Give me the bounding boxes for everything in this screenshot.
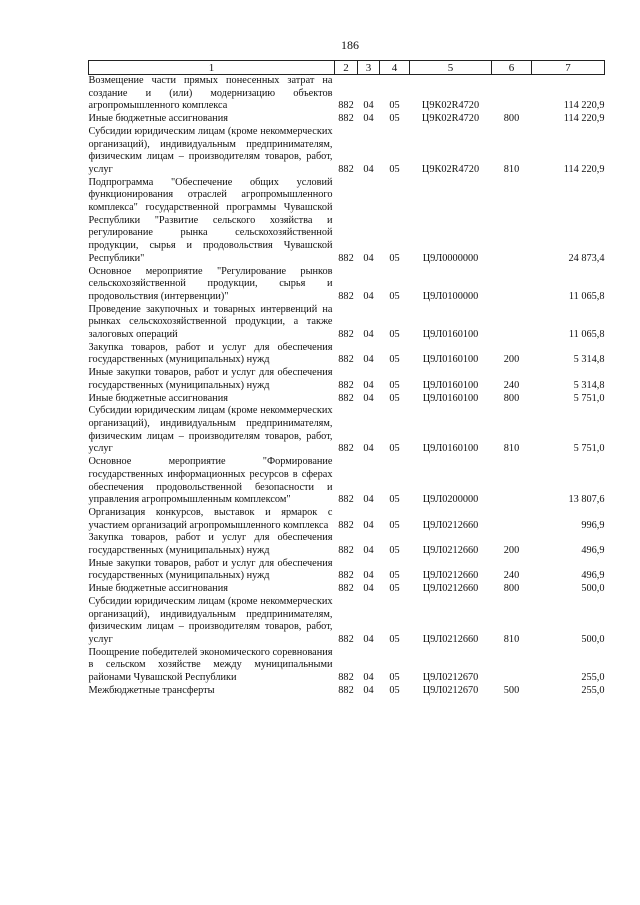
row-name: Закупка товаров, работ и услуг для обеспечения государственных (муниципальных) нужд xyxy=(88,532,333,557)
row-target-code: Ц9Л0200000 xyxy=(422,494,479,506)
row-subsection: 05 xyxy=(389,100,400,112)
row-admin-code: 882 xyxy=(338,519,354,531)
row-expense-type: 810 xyxy=(503,163,520,175)
row-expense-type: 240 xyxy=(503,570,520,582)
row-amount: 496,9 xyxy=(581,545,605,557)
row-expense-type: 810 xyxy=(503,443,520,455)
row-subsection: 05 xyxy=(389,252,400,264)
row-expense-type: 800 xyxy=(503,113,520,125)
row-section: 04 xyxy=(363,519,374,531)
column-header-7: 7 xyxy=(532,61,605,75)
row-subsection: 05 xyxy=(389,519,400,531)
row-amount: 5 314,8 xyxy=(573,379,605,391)
row-name: Межбюджетные трансферты xyxy=(88,684,215,696)
row-target-code: Ц9К02R4720 xyxy=(421,113,480,125)
row-name: Возмещение части прямых понесенных затрат на создание и (или) модернизацию объектов агропромышленного комплекса xyxy=(88,75,333,112)
row-section: 04 xyxy=(363,100,374,112)
row-subsection: 05 xyxy=(389,113,400,125)
row-name: Субсидии юридическим лицам (кроме некоммерческих организаций), индивидуальным предпринимателям, физическим лицам – производителям товаров, работ, услуг xyxy=(88,405,333,455)
row-expense-type xyxy=(492,75,532,114)
row-admin-code: 882 xyxy=(338,684,354,696)
row-section: 04 xyxy=(363,252,374,264)
column-header-6: 6 xyxy=(492,61,532,75)
row-expense-type: 800 xyxy=(503,583,520,595)
table-row xyxy=(89,456,605,507)
row-amount: 500,0 xyxy=(581,633,605,645)
row-amount: 255,0 xyxy=(581,672,605,684)
row-expense-type: 240 xyxy=(503,379,520,391)
row-section: 04 xyxy=(363,113,374,125)
page-number: 186 xyxy=(341,38,359,52)
row-target-code: Ц9К02R4720 xyxy=(421,100,480,112)
row-amount: 500,0 xyxy=(581,583,605,595)
row-section: 04 xyxy=(363,570,374,582)
table-row xyxy=(89,113,605,126)
row-target-code: Ц9Л0212670 xyxy=(422,684,479,696)
row-name: Организация конкурсов, выставок и ярмарок с участием организаций агропромышленного комплекса xyxy=(88,506,333,531)
row-subsection: 05 xyxy=(389,392,400,404)
row-amount: 5 751,0 xyxy=(573,443,605,455)
table-row xyxy=(89,304,605,342)
row-target-code: Ц9Л0212670 xyxy=(422,672,479,684)
row-amount: 5 751,0 xyxy=(573,392,605,404)
row-section: 04 xyxy=(363,379,374,391)
row-target-code: Ц9Л0212660 xyxy=(422,545,479,557)
table-row xyxy=(89,266,605,304)
row-subsection: 05 xyxy=(389,545,400,557)
row-name: Иные бюджетные ассигнования xyxy=(88,392,228,404)
row-expense-type xyxy=(492,507,532,532)
row-admin-code: 882 xyxy=(338,290,354,302)
row-section: 04 xyxy=(363,290,374,302)
row-section: 04 xyxy=(363,443,374,455)
row-subsection: 05 xyxy=(389,583,400,595)
row-target-code: Ц9Л0160100 xyxy=(422,443,479,455)
table-body xyxy=(89,75,605,698)
row-admin-code: 882 xyxy=(338,163,354,175)
row-expense-type xyxy=(492,647,532,685)
table-row xyxy=(89,75,605,114)
table-row xyxy=(89,583,605,596)
table-row xyxy=(89,367,605,392)
row-name: Иные закупки товаров, работ и услуг для обеспечения государственных (муниципальных) нужд xyxy=(88,557,333,582)
row-name: Иные закупки товаров, работ и услуг для обеспечения государственных (муниципальных) нужд xyxy=(88,367,333,391)
row-admin-code: 882 xyxy=(338,252,354,264)
row-section: 04 xyxy=(363,672,374,684)
row-admin-code: 882 xyxy=(338,100,354,112)
row-target-code: Ц9Л0160100 xyxy=(422,379,479,391)
row-expense-type xyxy=(492,456,532,507)
row-expense-type: 200 xyxy=(503,545,520,557)
row-name: Иные бюджетные ассигнования xyxy=(88,583,228,595)
row-name: Поощрение победителей экономического соревнования в сельском хозяйстве между муниципальными районами Чувашской Республики xyxy=(88,646,333,684)
row-target-code: Ц9Л0160100 xyxy=(422,329,479,341)
table-row xyxy=(89,596,605,647)
row-amount: 114 220,9 xyxy=(563,113,605,125)
row-amount: 996,9 xyxy=(581,519,605,531)
row-target-code: Ц9Л0212660 xyxy=(422,633,479,645)
row-subsection: 05 xyxy=(389,443,400,455)
column-header-4: 4 xyxy=(380,61,410,75)
table-row xyxy=(89,126,605,177)
table-row xyxy=(89,647,605,685)
row-section: 04 xyxy=(363,354,374,366)
table-row xyxy=(89,177,605,266)
row-expense-type: 810 xyxy=(503,633,520,645)
row-section: 04 xyxy=(363,163,374,175)
column-header-2: 2 xyxy=(335,61,358,75)
row-target-code: Ц9К02R4720 xyxy=(421,163,480,175)
row-admin-code: 882 xyxy=(338,570,354,582)
row-subsection: 05 xyxy=(389,633,400,645)
row-amount: 13 807,6 xyxy=(568,494,605,506)
row-name: Субсидии юридическим лицам (кроме некоммерческих организаций), индивидуальным предпринимателям, физическим лицам – производителям товаров, работ, услуг xyxy=(88,595,333,645)
row-admin-code: 882 xyxy=(338,545,354,557)
row-target-code: Ц9Л0160100 xyxy=(422,392,479,404)
table-row xyxy=(89,405,605,456)
row-section: 04 xyxy=(363,329,374,341)
row-section: 04 xyxy=(363,545,374,557)
row-target-code: Ц9Л0160100 xyxy=(422,354,479,366)
row-admin-code: 882 xyxy=(338,113,354,125)
row-admin-code: 882 xyxy=(338,494,354,506)
table-row xyxy=(89,685,605,698)
table-row xyxy=(89,342,605,367)
row-subsection: 05 xyxy=(389,672,400,684)
row-subsection: 05 xyxy=(389,379,400,391)
row-amount: 5 314,8 xyxy=(573,354,605,366)
row-section: 04 xyxy=(363,494,374,506)
row-amount: 114 220,9 xyxy=(563,163,605,175)
row-subsection: 05 xyxy=(389,329,400,341)
budget-table xyxy=(88,60,605,697)
row-section: 04 xyxy=(363,392,374,404)
row-expense-type xyxy=(492,304,532,342)
row-amount: 11 065,8 xyxy=(568,290,605,302)
column-header-1: 1 xyxy=(89,61,335,75)
table-header xyxy=(89,61,605,75)
row-section: 04 xyxy=(363,684,374,696)
row-name: Проведение закупочных и товарных интервенций на рынках сельскохозяйственной продукции, а также залоговых операций xyxy=(88,303,333,341)
row-section: 04 xyxy=(363,633,374,645)
column-header-3: 3 xyxy=(358,61,380,75)
table-row xyxy=(89,507,605,532)
row-name: Подпрограмма "Обеспечение общих условий функционирования отраслей агропромышленного комплекса" государственной программы Чувашской Республики "Развитие сельского хозяйства и регулирование рынка сельскохозяйственной продукции, сырья и продовольствия Чувашской Республики" xyxy=(88,176,333,264)
row-expense-type xyxy=(492,177,532,266)
row-target-code: Ц9Л0000000 xyxy=(422,252,479,264)
row-amount: 24 873,4 xyxy=(568,252,605,264)
row-expense-type xyxy=(492,266,532,304)
row-amount: 114 220,9 xyxy=(563,100,605,112)
row-target-code: Ц9Л0212660 xyxy=(422,583,479,595)
column-header-5: 5 xyxy=(410,61,492,75)
row-name: Иные бюджетные ассигнования xyxy=(88,113,228,125)
table-row xyxy=(89,532,605,557)
row-name: Основное мероприятие "Регулирование рынков сельскохозяйственной продукции, сырья и продовольствия (интервенции)" xyxy=(88,265,333,302)
row-admin-code: 882 xyxy=(338,633,354,645)
row-subsection: 05 xyxy=(389,684,400,696)
row-name: Основное мероприятие "Формирование государственных информационных ресурсов в сферах обеспечения продовольственной безопасности и управления агропромышленным комплексом" xyxy=(88,456,333,506)
row-name: Закупка товаров, работ и услуг для обеспечения государственных (муниципальных) нужд xyxy=(88,341,333,366)
row-amount: 255,0 xyxy=(581,684,605,696)
row-subsection: 05 xyxy=(389,570,400,582)
table-row xyxy=(89,558,605,583)
table-row xyxy=(89,393,605,406)
row-admin-code: 882 xyxy=(338,379,354,391)
row-name: Субсидии юридическим лицам (кроме некоммерческих организаций), индивидуальным предпринимателям, физическим лицам – производителям товаров, работ, услуг xyxy=(88,125,333,175)
row-expense-type: 800 xyxy=(503,392,520,404)
row-amount: 11 065,8 xyxy=(568,329,605,341)
row-expense-type: 500 xyxy=(503,684,520,696)
row-subsection: 05 xyxy=(389,163,400,175)
row-target-code: Ц9Л0212660 xyxy=(422,519,479,531)
row-section: 04 xyxy=(363,583,374,595)
row-admin-code: 882 xyxy=(338,354,354,366)
row-expense-type: 200 xyxy=(503,354,520,366)
row-subsection: 05 xyxy=(389,290,400,302)
row-admin-code: 882 xyxy=(338,329,354,341)
row-amount: 496,9 xyxy=(581,570,605,582)
row-subsection: 05 xyxy=(389,354,400,366)
row-admin-code: 882 xyxy=(338,443,354,455)
row-admin-code: 882 xyxy=(338,672,354,684)
row-admin-code: 882 xyxy=(338,583,354,595)
row-target-code: Ц9Л0100000 xyxy=(422,290,479,302)
row-subsection: 05 xyxy=(389,494,400,506)
row-target-code: Ц9Л0212660 xyxy=(422,570,479,582)
row-admin-code: 882 xyxy=(338,392,354,404)
header-row xyxy=(89,61,605,75)
